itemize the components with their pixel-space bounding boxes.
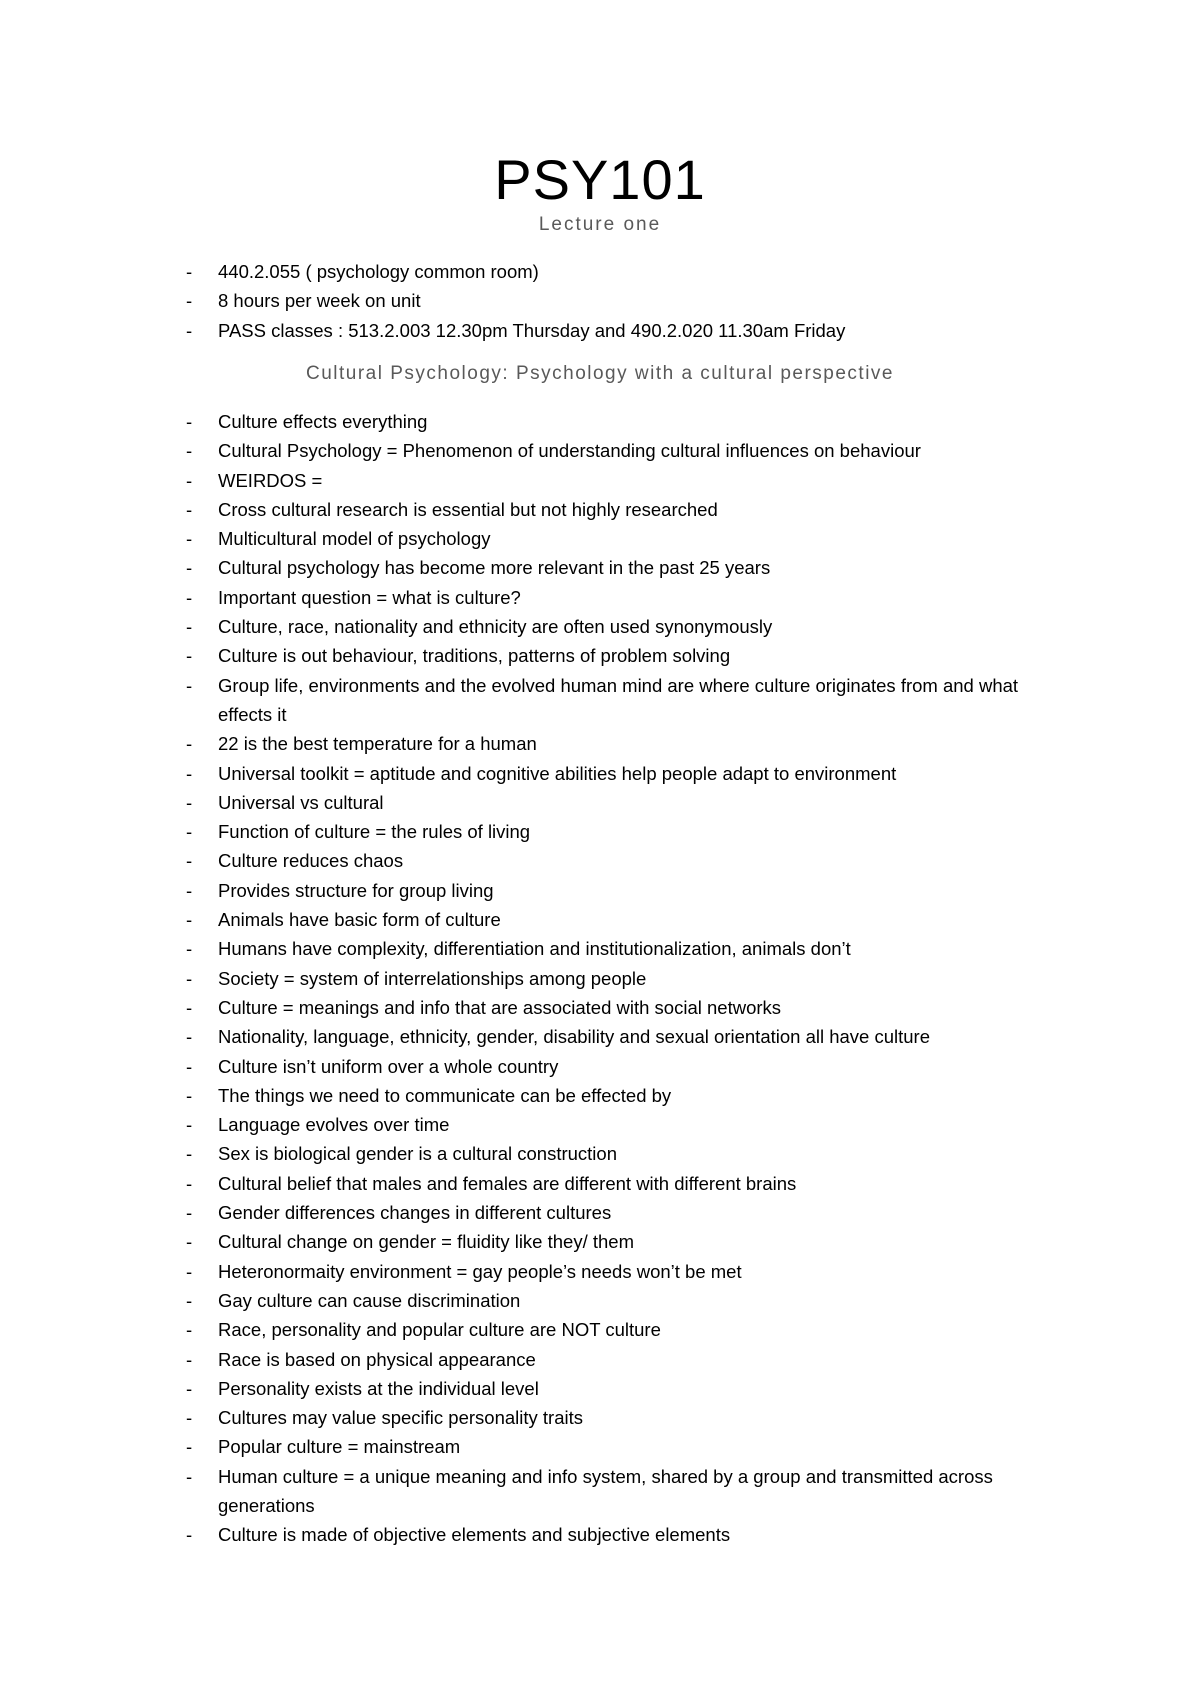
list-item-text: Race, personality and popular culture are NOT culture — [218, 1319, 661, 1341]
list-item-text: Cultural belief that males and females are different with different brains — [218, 1172, 797, 1194]
list-item-text: Personality exists at the individual level — [218, 1377, 539, 1399]
list-item — [186, 729, 1046, 758]
bullet-dash: - — [186, 528, 193, 550]
bullet-dash: - — [186, 791, 193, 813]
list-item — [186, 1198, 1046, 1227]
bullet-dash: - — [186, 1289, 193, 1311]
list-item-text: Cultural psychology has become more relevant in the past 25 years — [218, 557, 771, 579]
bullet-dash: - — [186, 1436, 193, 1458]
bullet-dash: - — [186, 645, 193, 667]
list-item — [186, 1139, 1046, 1168]
list-item-text: Heteronormaity environment = gay people’s needs won’t be met — [218, 1260, 742, 1282]
intro-bullet-list — [186, 257, 1046, 345]
bullet-dash: - — [186, 1084, 193, 1106]
list-item-text: Humans have complexity, differentiation and institutionalization, animals don’t — [218, 938, 851, 960]
list-item-text: Function of culture = the rules of living — [218, 821, 531, 843]
bullet-dash: - — [186, 1055, 193, 1077]
bullet-dash: - — [186, 469, 193, 491]
list-item — [186, 1432, 1046, 1461]
list-item-text: Culture isn’t uniform over a whole country — [218, 1055, 559, 1077]
list-item — [186, 1286, 1046, 1315]
bullet-dash: - — [186, 996, 193, 1018]
bullet-dash: - — [186, 261, 193, 282]
list-item — [186, 583, 1046, 612]
list-item-text: Gay culture can cause discrimination — [218, 1289, 521, 1311]
bullet-dash: - — [186, 762, 193, 784]
list-item-text: Gender differences changes in different cultures — [218, 1202, 612, 1224]
notes-bullet-list — [186, 407, 1046, 1550]
list-item — [186, 964, 1046, 993]
bullet-dash: - — [186, 938, 193, 960]
list-item — [186, 876, 1046, 905]
bullet-dash: - — [186, 411, 193, 432]
list-item-text: Animals have basic form of culture — [218, 909, 501, 931]
page-subtitle: Lecture one — [538, 214, 662, 235]
bullet-dash: - — [186, 1377, 193, 1399]
bullet-dash: - — [186, 1172, 193, 1194]
bullet-dash: - — [186, 586, 193, 608]
list-item-text: 440.2.055 ( psychology common room) — [218, 261, 539, 282]
list-item — [186, 817, 1046, 846]
bullet-dash: - — [186, 1319, 193, 1341]
section-heading: Cultural Psychology: Psychology with a cultural perspective — [305, 363, 894, 384]
list-item-text: Universal vs cultural — [218, 791, 384, 813]
list-item — [186, 316, 1046, 345]
list-item-text: Cultures may value specific personality traits — [218, 1407, 584, 1429]
list-item-text: Culture, race, nationality and ethnicity are often used synonymously — [218, 616, 773, 638]
bullet-dash: - — [186, 1114, 193, 1136]
list-item-text: Nationality, language, ethnicity, gender, disability and sexual orientation all have culture — [218, 1026, 931, 1048]
list-item-text: Group life, environments and the evolved human mind are where culture originates from and what effects it — [218, 674, 1019, 725]
list-item — [186, 1257, 1046, 1286]
list-item-text: Language evolves over time — [218, 1114, 450, 1136]
bullet-dash: - — [186, 557, 193, 579]
bullet-dash: - — [186, 319, 193, 341]
list-item — [186, 495, 1046, 524]
list-item-text: Cross cultural research is essential but not highly researched — [218, 498, 718, 520]
list-item — [186, 1403, 1046, 1432]
list-item — [186, 846, 1046, 875]
list-item — [186, 553, 1046, 582]
list-item — [186, 1462, 1046, 1521]
list-item-text: 22 is the best temperature for a human — [218, 733, 537, 755]
bullet-dash: - — [186, 821, 193, 843]
list-item — [186, 934, 1046, 963]
list-item-text: The things we need to communicate can be effected by — [218, 1084, 672, 1106]
list-item-text: Culture reduces chaos — [218, 850, 404, 872]
list-item — [186, 788, 1046, 817]
bullet-dash: - — [186, 1524, 193, 1546]
list-item-text: Provides structure for group living — [218, 879, 494, 901]
list-item-text: Popular culture = mainstream — [218, 1436, 461, 1458]
bullet-dash: - — [186, 440, 193, 462]
list-item-text: 8 hours per week on unit — [218, 290, 421, 312]
list-item — [186, 1081, 1046, 1110]
bullet-dash: - — [186, 1348, 193, 1370]
list-item-text: Culture is out behaviour, traditions, patterns of problem solving — [218, 645, 731, 667]
list-item — [186, 286, 1046, 315]
bullet-dash: - — [186, 879, 193, 901]
list-item-text: Sex is biological gender is a cultural construction — [218, 1143, 617, 1165]
list-item-text: Multicultural model of psychology — [218, 528, 491, 550]
bullet-dash: - — [186, 1143, 193, 1165]
list-item — [186, 905, 1046, 934]
list-item — [186, 759, 1046, 788]
list-item-text: PASS classes : 513.2.003 12.30pm Thursday and 490.2.020 11.30am Friday — [218, 319, 846, 341]
bullet-dash: - — [186, 1231, 193, 1253]
list-item — [186, 1315, 1046, 1344]
list-item — [186, 436, 1046, 465]
list-item — [186, 612, 1046, 641]
list-item — [186, 993, 1046, 1022]
bullet-dash: - — [186, 850, 193, 872]
list-item — [186, 466, 1046, 495]
list-item — [186, 407, 1046, 436]
list-item — [186, 1345, 1046, 1374]
bullet-dash: - — [186, 1260, 193, 1282]
list-item — [186, 1169, 1046, 1198]
bullet-dash: - — [186, 1407, 193, 1429]
list-item-text: Culture effects everything — [218, 411, 428, 432]
list-item — [186, 257, 1046, 286]
bullet-dash: - — [186, 967, 193, 989]
list-item-text: Human culture = a unique meaning and info system, shared by a group and transmitted across generations — [218, 1465, 993, 1516]
bullet-dash: - — [186, 616, 193, 638]
list-item — [186, 671, 1046, 730]
list-item-text: Society = system of interrelationships among people — [218, 967, 647, 989]
bullet-dash: - — [186, 674, 193, 696]
list-item — [186, 524, 1046, 553]
bullet-dash: - — [186, 1202, 193, 1224]
bullet-dash: - — [186, 909, 193, 931]
list-item-text: Race is based on physical appearance — [218, 1348, 536, 1370]
page-title: PSY101 — [494, 148, 706, 211]
list-item-text: Culture = meanings and info that are associated with social networks — [218, 996, 782, 1018]
list-item — [186, 1374, 1046, 1403]
list-item-text: Culture is made of objective elements and subjective elements — [218, 1524, 731, 1546]
bullet-dash: - — [186, 498, 193, 520]
list-item-text: Cultural Psychology = Phenomenon of understanding cultural influences on behaviour — [218, 440, 921, 462]
list-item-text: Important question = what is culture? — [218, 586, 521, 608]
list-item — [186, 1022, 1046, 1051]
list-item-text: Cultural change on gender = fluidity like they/ them — [218, 1231, 634, 1253]
bullet-dash: - — [186, 290, 193, 312]
list-item — [186, 1227, 1046, 1256]
list-item — [186, 1110, 1046, 1139]
list-item-text: WEIRDOS = — [218, 469, 323, 491]
bullet-dash: - — [186, 733, 193, 755]
list-item-text: Universal toolkit = aptitude and cognitive abilities help people adapt to environment — [218, 762, 897, 784]
bullet-dash: - — [186, 1465, 193, 1487]
list-item — [186, 1520, 1046, 1549]
bullet-dash: - — [186, 1026, 193, 1048]
list-item — [186, 1052, 1046, 1081]
list-item — [186, 641, 1046, 670]
